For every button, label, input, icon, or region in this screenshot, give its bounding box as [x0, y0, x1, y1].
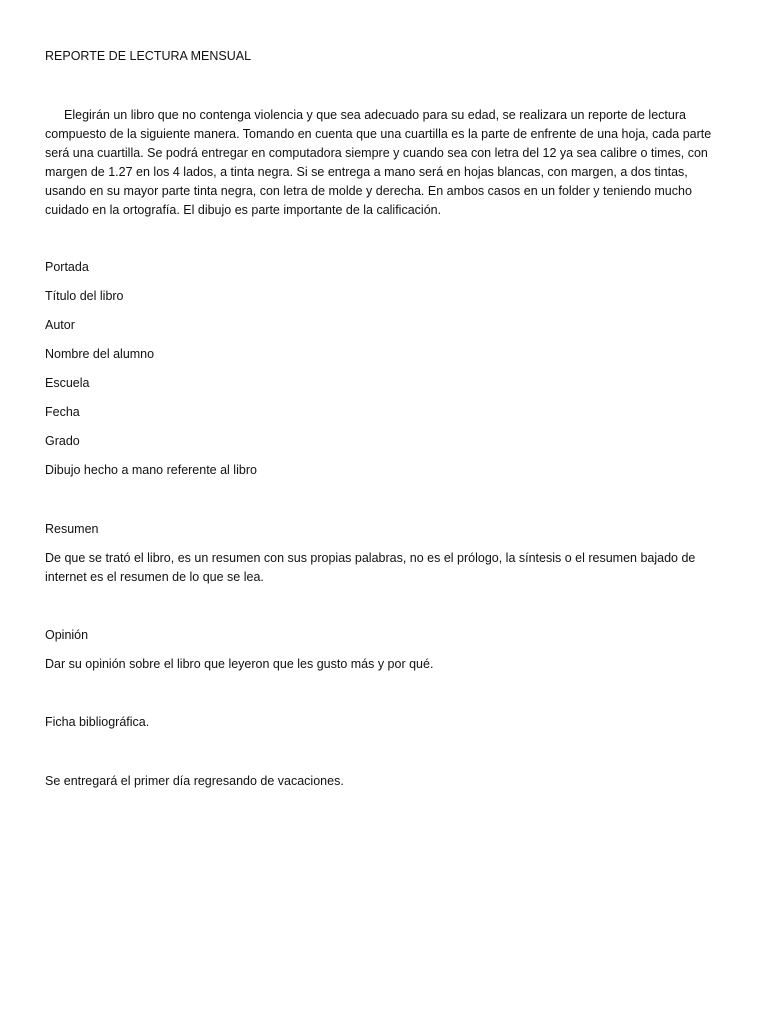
resumen-heading: Resumen: [45, 522, 99, 536]
portada-item-alumno: Nombre del alumno: [45, 347, 155, 361]
opinion-heading: Opinión: [45, 628, 89, 642]
portada-item-escuela: Escuela: [45, 376, 90, 390]
resumen-text: De que se trató el libro, es un resumen con sus propias palabras, no es el prólogo, la síntesis o el resumen bajado de internet es el resumen de lo que se lea.: [45, 551, 696, 584]
portada-item-dibujo: Dibujo hecho a mano referente al libro: [45, 463, 257, 477]
portada-item-titulo: Título del libro: [45, 289, 124, 303]
portada-item-fecha: Fecha: [45, 405, 80, 419]
entrega-text: Se entregará el primer día regresando de vacaciones.: [45, 774, 344, 788]
portada-item-grado: Grado: [45, 434, 80, 448]
opinion-text: Dar su opinión sobre el libro que leyeron que les gusto más y por qué.: [45, 657, 434, 671]
ficha-heading: Ficha bibliográfica.: [45, 715, 150, 729]
portada-item-autor: Autor: [45, 318, 75, 332]
portada-heading: Portada: [45, 260, 89, 274]
document-title: REPORTE DE LECTURA MENSUAL: [45, 49, 252, 63]
intro-paragraph: Elegirán un libro que no contenga violencia y que sea adecuado para su edad, se realizara un reporte de lectura compuesto de la siguiente manera. Tomando en cuenta que una cuartilla es la parte de enfrente de una hoja, cada parte será una cuartilla. Se podrá entregar en computadora siempre y cuando sea con letra del 12 ya sea calibre o times, con margen de 1.27 en los 4 lados, a tinta negra. Si se entrega a mano será en hojas blancas, con margen, a dos tintas, usando en su mayor parte tinta negra, con letra de molde y derecha. En ambos casos en un folder y teniendo mucho cuidado en la ortografía. El dibujo es parte importante de la calificación.: [45, 108, 712, 217]
